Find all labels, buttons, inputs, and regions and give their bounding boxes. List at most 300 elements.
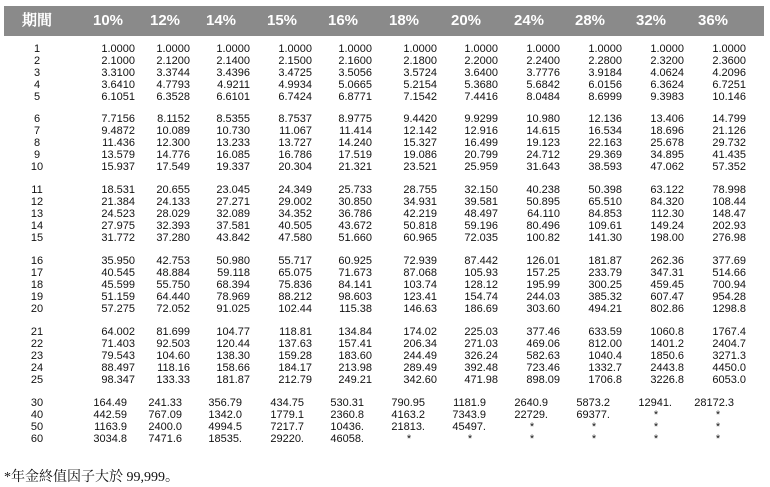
value-cell: 790.95 xyxy=(391,397,425,409)
value-cell: 8.9775 xyxy=(338,113,372,125)
value-cell: 102.44 xyxy=(278,303,312,315)
value-cell: 50.895 xyxy=(526,196,560,208)
table-row xyxy=(0,113,770,125)
period-cell: 40 xyxy=(30,409,44,421)
value-cell: 40.545 xyxy=(101,267,135,279)
value-cell: 8.7537 xyxy=(278,113,312,125)
value-cell: 21.126 xyxy=(712,125,746,137)
value-cell: 276.98 xyxy=(712,232,746,244)
value-cell: 244.03 xyxy=(526,291,560,303)
value-cell: 18.696 xyxy=(650,125,684,137)
value-cell: 141.30 xyxy=(588,232,622,244)
value-cell: 4.9211 xyxy=(217,79,250,91)
period-cell: 21 xyxy=(30,326,44,338)
value-cell: 1332.7 xyxy=(588,362,622,374)
value-cell: 7471.6 xyxy=(148,433,182,445)
value-cell: 157.41 xyxy=(338,338,372,350)
value-cell: 3.3100 xyxy=(101,67,135,79)
value-cell: 154.74 xyxy=(464,291,498,303)
value-cell: 68.394 xyxy=(216,279,250,291)
table-row xyxy=(0,79,770,91)
value-cell: 2.1500 xyxy=(278,55,312,67)
value-cell: 3.4725 xyxy=(278,67,312,79)
value-cell: 1767.4 xyxy=(712,326,746,338)
value-cell: 8.0484 xyxy=(526,91,560,103)
value-cell: 51.660 xyxy=(338,232,372,244)
value-cell: 4163.2 xyxy=(391,409,425,421)
value-cell: 8.1152 xyxy=(157,113,190,125)
value-cell: 41.435 xyxy=(712,149,746,161)
table-row xyxy=(0,43,770,55)
period-cell: 22 xyxy=(30,338,44,350)
value-cell: 15.327 xyxy=(403,137,437,149)
value-cell: 69377. xyxy=(576,409,610,421)
table-row xyxy=(0,67,770,79)
value-cell: 81.699 xyxy=(156,326,190,338)
value-cell: 28.755 xyxy=(403,184,437,196)
value-cell: 181.87 xyxy=(588,255,622,267)
table-row xyxy=(0,303,770,315)
value-cell: 36.786 xyxy=(338,208,372,220)
value-cell: 12.142 xyxy=(403,125,437,137)
value-cell: 103.74 xyxy=(403,279,437,291)
value-cell: 13.579 xyxy=(101,149,135,161)
value-cell: 55.717 xyxy=(278,255,312,267)
value-cell: 377.69 xyxy=(712,255,746,267)
period-cell: 19 xyxy=(30,291,44,303)
value-cell: 29.002 xyxy=(278,196,312,208)
value-cell: 6.7424 xyxy=(278,91,312,103)
header-rate: 32% xyxy=(635,12,667,29)
value-cell: 12.136 xyxy=(588,113,622,125)
value-cell: 356.79 xyxy=(208,397,242,409)
value-cell: 48.497 xyxy=(464,208,498,220)
value-cell: 174.02 xyxy=(403,326,437,338)
value-cell: 186.69 xyxy=(464,303,498,315)
value-cell: 40.238 xyxy=(526,184,560,196)
value-cell: * xyxy=(653,409,659,421)
value-cell: 442.59 xyxy=(93,409,127,421)
value-cell: * xyxy=(591,421,597,433)
value-cell: 2443.8 xyxy=(650,362,684,374)
period-cell: 11 xyxy=(31,184,43,196)
value-cell: 21.321 xyxy=(338,161,372,173)
table-row xyxy=(0,350,770,362)
value-cell: 2.1000 xyxy=(101,55,135,67)
value-cell: 84.853 xyxy=(588,208,622,220)
value-cell: 34.931 xyxy=(403,196,437,208)
table-row xyxy=(0,196,770,208)
value-cell: 137.63 xyxy=(278,338,312,350)
value-cell: * xyxy=(591,433,597,445)
value-cell: 3.9184 xyxy=(588,67,622,79)
value-cell: 233.79 xyxy=(588,267,622,279)
value-cell: 2.3200 xyxy=(650,55,684,67)
table-row xyxy=(0,291,770,303)
footnote: *年金終值因子大於 99,999。 xyxy=(4,470,179,485)
value-cell: 1298.8 xyxy=(712,303,746,315)
value-cell: 7.7156 xyxy=(101,113,135,125)
period-cell: 10 xyxy=(30,161,44,173)
value-cell: 898.09 xyxy=(526,374,560,386)
value-cell: 2.2800 xyxy=(588,55,622,67)
table-row xyxy=(0,338,770,350)
period-cell: 1 xyxy=(33,43,41,55)
value-cell: 48.884 xyxy=(156,267,190,279)
value-cell: 50.980 xyxy=(216,255,250,267)
value-cell: 3.6400 xyxy=(464,67,498,79)
value-cell: * xyxy=(653,421,659,433)
value-cell: 105.93 xyxy=(464,267,498,279)
value-cell: 27.975 xyxy=(101,220,135,232)
value-cell: 2360.8 xyxy=(330,409,364,421)
value-cell: 134.84 xyxy=(338,326,372,338)
value-cell: 16.085 xyxy=(216,149,250,161)
header-rate: 15% xyxy=(266,12,298,29)
value-cell: 5.3680 xyxy=(464,79,498,91)
value-cell: 55.750 xyxy=(156,279,190,291)
value-cell: 1060.8 xyxy=(650,326,684,338)
value-cell: 108.44 xyxy=(712,196,746,208)
value-cell: 10436. xyxy=(330,421,364,433)
value-cell: 4450.0 xyxy=(712,362,746,374)
value-cell: 494.21 xyxy=(588,303,622,315)
value-cell: 6.1051 xyxy=(101,91,135,103)
value-cell: 42.219 xyxy=(403,208,437,220)
value-cell: 39.581 xyxy=(464,196,498,208)
value-cell: 50.818 xyxy=(403,220,437,232)
value-cell: 59.118 xyxy=(217,267,250,279)
value-cell: 23.045 xyxy=(216,184,250,196)
header-rate: 28% xyxy=(574,12,606,29)
header-rate: 24% xyxy=(513,12,545,29)
value-cell: 60.965 xyxy=(403,232,437,244)
value-cell: 1040.4 xyxy=(588,350,622,362)
value-cell: 109.61 xyxy=(588,220,622,232)
value-cell: 7.4416 xyxy=(464,91,498,103)
value-cell: 4.0624 xyxy=(650,67,684,79)
value-cell: 14.776 xyxy=(156,149,190,161)
value-cell: 514.66 xyxy=(712,267,746,279)
period-cell: 18 xyxy=(30,279,44,291)
value-cell: 812.00 xyxy=(588,338,622,350)
value-cell: 3034.8 xyxy=(93,433,127,445)
value-cell: 6.3624 xyxy=(650,79,684,91)
value-cell: 11.414 xyxy=(339,125,372,137)
value-cell: 385.32 xyxy=(588,291,622,303)
value-cell: 126.01 xyxy=(526,255,560,267)
value-cell: 1.0000 xyxy=(588,43,622,55)
value-cell: 2.1600 xyxy=(338,55,372,67)
header-rate: 14% xyxy=(205,12,237,29)
table-row xyxy=(0,137,770,149)
value-cell: 18535. xyxy=(208,433,242,445)
value-cell: 13.727 xyxy=(278,137,312,149)
value-cell: 63.122 xyxy=(650,184,684,196)
value-cell: 3.3744 xyxy=(156,67,190,79)
value-cell: 34.895 xyxy=(650,149,684,161)
value-cell: 195.99 xyxy=(526,279,560,291)
value-cell: 12.916 xyxy=(464,125,498,137)
value-cell: 767.09 xyxy=(148,409,182,421)
value-cell: 28172.3 xyxy=(694,397,734,409)
value-cell: 19.123 xyxy=(526,137,560,149)
value-cell: 25.678 xyxy=(650,137,684,149)
value-cell: 241.33 xyxy=(148,397,182,409)
value-cell: 29.369 xyxy=(588,149,622,161)
value-cell: 2400.0 xyxy=(148,421,182,433)
value-cell: 12.300 xyxy=(156,137,190,149)
value-cell: 244.49 xyxy=(403,350,437,362)
value-cell: 1.0000 xyxy=(712,43,746,55)
value-cell: 198.00 xyxy=(650,232,684,244)
period-cell: 13 xyxy=(30,208,44,220)
value-cell: 9.9299 xyxy=(464,113,498,125)
value-cell: 87.068 xyxy=(403,267,437,279)
value-cell: 5873.2 xyxy=(576,397,610,409)
period-cell: 8 xyxy=(33,137,41,149)
value-cell: 8.5355 xyxy=(216,113,250,125)
value-cell: 3.5724 xyxy=(403,67,437,79)
value-cell: 35.950 xyxy=(101,255,135,267)
value-cell: 262.36 xyxy=(650,255,684,267)
value-cell: * xyxy=(653,433,659,445)
value-cell: 16.499 xyxy=(464,137,498,149)
value-cell: 24.523 xyxy=(101,208,135,220)
value-cell: * xyxy=(715,433,721,445)
value-cell: 31.643 xyxy=(526,161,560,173)
period-cell: 14 xyxy=(30,220,44,232)
value-cell: 1.0000 xyxy=(650,43,684,55)
value-cell: 11.436 xyxy=(102,137,135,149)
period-cell: 25 xyxy=(30,374,44,386)
value-cell: 4.7793 xyxy=(156,79,190,91)
period-cell: 17 xyxy=(30,267,44,279)
value-cell: 72.035 xyxy=(464,232,498,244)
header-rate: 12% xyxy=(149,12,181,29)
value-cell: 1850.6 xyxy=(650,350,684,362)
table-row xyxy=(0,374,770,386)
value-cell: 202.93 xyxy=(712,220,746,232)
value-cell: 5.0665 xyxy=(338,79,372,91)
table-row xyxy=(0,149,770,161)
value-cell: 9.4872 xyxy=(101,125,135,137)
value-cell: 8.6999 xyxy=(588,91,622,103)
period-cell: 16 xyxy=(30,255,44,267)
value-cell: 15.937 xyxy=(101,161,135,173)
value-cell: 84.141 xyxy=(338,279,372,291)
period-cell: 24 xyxy=(30,362,44,374)
value-cell: 100.82 xyxy=(526,232,560,244)
value-cell: 1.0000 xyxy=(464,43,498,55)
period-cell: 9 xyxy=(33,149,41,161)
value-cell: 88.497 xyxy=(101,362,135,374)
value-cell: 1.0000 xyxy=(526,43,560,55)
value-cell: 20.799 xyxy=(464,149,498,161)
value-cell: 31.772 xyxy=(101,232,135,244)
table-row xyxy=(0,362,770,374)
value-cell: 471.98 xyxy=(464,374,498,386)
value-cell: 27.271 xyxy=(216,196,250,208)
value-cell: 87.442 xyxy=(464,255,498,267)
value-cell: 38.593 xyxy=(588,161,622,173)
value-cell: 25.733 xyxy=(338,184,372,196)
value-cell: 181.87 xyxy=(216,374,250,386)
value-cell: 104.77 xyxy=(216,326,250,338)
value-cell: 78.998 xyxy=(712,184,746,196)
value-cell: 347.31 xyxy=(650,267,684,279)
table-row xyxy=(0,409,770,421)
value-cell: 64.110 xyxy=(527,208,560,220)
value-cell: 22729. xyxy=(514,409,548,421)
value-cell: 50.398 xyxy=(588,184,622,196)
period-cell: 4 xyxy=(33,79,41,91)
value-cell: 23.521 xyxy=(403,161,437,173)
value-cell: 10.146 xyxy=(712,91,746,103)
value-cell: 271.03 xyxy=(464,338,498,350)
value-cell: 24.712 xyxy=(526,149,560,161)
value-cell: 43.672 xyxy=(338,220,372,232)
header-period: 期間 xyxy=(21,12,52,29)
value-cell: 25.959 xyxy=(464,161,498,173)
value-cell: 72.939 xyxy=(403,255,437,267)
value-cell: 1.0000 xyxy=(216,43,250,55)
value-cell: 120.44 xyxy=(216,338,250,350)
value-cell: 1342.0 xyxy=(208,409,242,421)
value-cell: 289.49 xyxy=(403,362,437,374)
value-cell: 32.089 xyxy=(216,208,250,220)
value-cell: 12941. xyxy=(638,397,672,409)
value-cell: 326.24 xyxy=(464,350,498,362)
value-cell: 17.519 xyxy=(338,149,372,161)
value-cell: 1401.2 xyxy=(650,338,684,350)
table-row xyxy=(0,255,770,267)
value-cell: 530.31 xyxy=(330,397,364,409)
value-cell: 118.81 xyxy=(279,326,312,338)
value-cell: 65.075 xyxy=(278,267,312,279)
value-cell: 3.6410 xyxy=(101,79,135,91)
value-cell: 633.59 xyxy=(588,326,622,338)
value-cell: 3271.3 xyxy=(712,350,746,362)
value-cell: 29220. xyxy=(270,433,304,445)
value-cell: 84.320 xyxy=(650,196,684,208)
value-cell: 392.48 xyxy=(464,362,498,374)
value-cell: 149.24 xyxy=(650,220,684,232)
value-cell: 2.2000 xyxy=(464,55,498,67)
value-cell: 1.0000 xyxy=(156,43,190,55)
value-cell: 1779.1 xyxy=(270,409,304,421)
table-row xyxy=(0,125,770,137)
value-cell: 46058. xyxy=(330,433,364,445)
table-row xyxy=(0,184,770,196)
value-cell: * xyxy=(467,433,473,445)
value-cell: 13.406 xyxy=(650,113,684,125)
value-cell: 20.304 xyxy=(278,161,312,173)
value-cell: 45497. xyxy=(452,421,486,433)
table-row xyxy=(0,267,770,279)
value-cell: 1181.9 xyxy=(453,397,486,409)
value-cell: 148.47 xyxy=(712,208,746,220)
value-cell: 32.393 xyxy=(156,220,190,232)
value-cell: 24.133 xyxy=(156,196,190,208)
value-cell: 7217.7 xyxy=(270,421,304,433)
period-cell: 50 xyxy=(30,421,44,433)
value-cell: 300.25 xyxy=(588,279,622,291)
period-cell: 7 xyxy=(33,125,41,137)
value-cell: 212.79 xyxy=(278,374,312,386)
value-cell: 71.403 xyxy=(101,338,135,350)
value-cell: * xyxy=(529,433,535,445)
value-cell: 115.38 xyxy=(339,303,372,315)
value-cell: 434.75 xyxy=(270,397,304,409)
value-cell: 157.25 xyxy=(526,267,560,279)
table-row xyxy=(0,421,770,433)
value-cell: 47.580 xyxy=(278,232,312,244)
value-cell: 24.349 xyxy=(278,184,312,196)
value-cell: 21813. xyxy=(391,421,425,433)
table-row xyxy=(0,232,770,244)
table-row xyxy=(0,279,770,291)
value-cell: 206.34 xyxy=(403,338,437,350)
value-cell: 13.233 xyxy=(216,137,250,149)
value-cell: 133.33 xyxy=(156,374,190,386)
value-cell: 64.440 xyxy=(156,291,190,303)
period-cell: 60 xyxy=(30,433,44,445)
value-cell: 123.41 xyxy=(403,291,437,303)
value-cell: 2.1800 xyxy=(403,55,437,67)
value-cell: 118.16 xyxy=(157,362,190,374)
value-cell: 79.543 xyxy=(101,350,135,362)
value-cell: 57.275 xyxy=(101,303,135,315)
value-cell: 88.212 xyxy=(278,291,312,303)
value-cell: 64.002 xyxy=(101,326,135,338)
value-cell: 78.969 xyxy=(216,291,250,303)
value-cell: 20.655 xyxy=(156,184,190,196)
value-cell: 6.8771 xyxy=(338,91,372,103)
value-cell: 104.60 xyxy=(156,350,190,362)
value-cell: 71.673 xyxy=(338,267,372,279)
value-cell: 582.63 xyxy=(526,350,560,362)
value-cell: 28.029 xyxy=(156,208,190,220)
value-cell: 183.60 xyxy=(338,350,372,362)
value-cell: 9.4420 xyxy=(403,113,437,125)
value-cell: 138.30 xyxy=(216,350,250,362)
value-cell: 37.280 xyxy=(156,232,190,244)
value-cell: 2640.9 xyxy=(514,397,548,409)
value-cell: 159.28 xyxy=(278,350,312,362)
header-rate: 18% xyxy=(388,12,420,29)
value-cell: 2404.7 xyxy=(712,338,746,350)
period-cell: 2 xyxy=(33,55,41,67)
value-cell: 459.45 xyxy=(650,279,684,291)
value-cell: 14.240 xyxy=(338,137,372,149)
value-cell: 9.3983 xyxy=(650,91,684,103)
value-cell: * xyxy=(715,421,721,433)
value-cell: 72.052 xyxy=(156,303,190,315)
value-cell: 146.63 xyxy=(403,303,437,315)
period-cell: 30 xyxy=(30,397,44,409)
value-cell: 51.159 xyxy=(101,291,135,303)
value-cell: 98.603 xyxy=(338,291,372,303)
value-cell: 47.062 xyxy=(650,161,684,173)
value-cell: 6.3528 xyxy=(156,91,190,103)
value-cell: 10.980 xyxy=(526,113,560,125)
table-row xyxy=(0,397,770,409)
value-cell: 802.86 xyxy=(650,303,684,315)
value-cell: * xyxy=(406,433,412,445)
value-cell: 43.842 xyxy=(216,232,250,244)
value-cell: 92.503 xyxy=(156,338,190,350)
